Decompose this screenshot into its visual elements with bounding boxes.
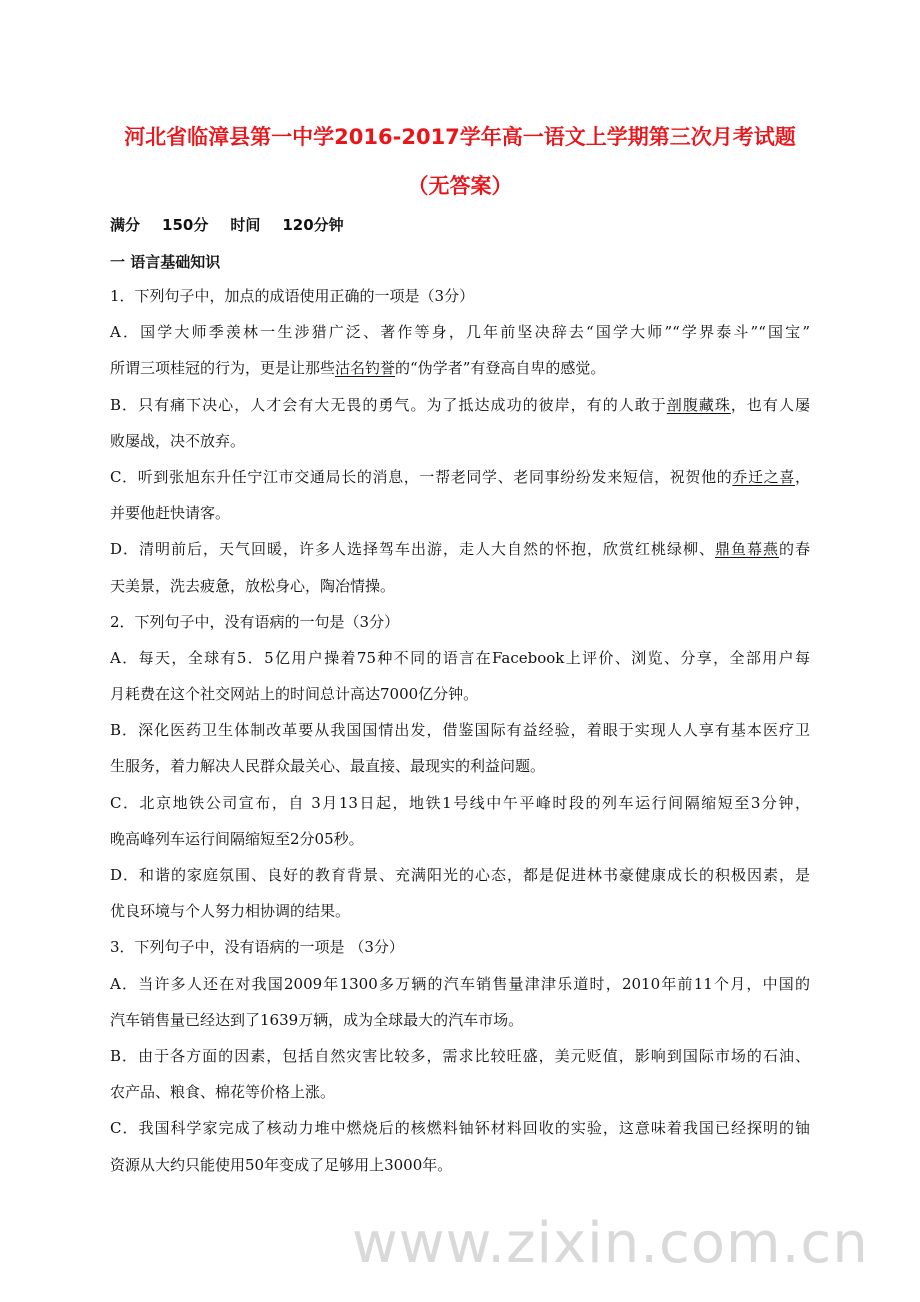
text-line xyxy=(110,466,810,502)
text-segment: ， xyxy=(794,467,810,486)
text-segment: C．我国科学家完成了核动力堆中燃烧后的核燃料铀钚材料回收的实验，这意味着我国已经探明的铀 xyxy=(110,1119,810,1138)
text-segment: 2．下列句子中，没有语病的一句是（3分） xyxy=(110,612,400,631)
text-segment: 所谓三项桂冠的行为，更是让那些 xyxy=(110,359,336,378)
text-line xyxy=(110,1081,810,1117)
text-segment: A．当许多人还在对我国2009年1300多万辆的汽车销售量津津乐道时，2010年前11个月，中国的 xyxy=(110,974,810,993)
text-line xyxy=(110,936,810,972)
text-line xyxy=(110,973,810,1009)
text-line xyxy=(110,647,810,683)
text-segment: A．每天，全球有5．5亿用户操着75种不同的语言在Facebook上评价、浏览、分享，全部用户每 xyxy=(110,648,810,667)
text-segment: D．清明前后，天气回暖，许多人选择驾车出游，走人大自然的怀抱，欣赏红桃绿柳、 xyxy=(110,540,715,559)
text-line xyxy=(110,683,810,719)
text-line xyxy=(110,611,810,647)
text-segment: A．国学大师季羡林一生涉猎广泛、著作等身，几年前坚决辞去“国学大师”“学界泰斗”“国宝” xyxy=(110,323,810,342)
text-segment: C．北京地铁公司宣布，自 3月13日起，地铁1号线中午平峰时段的列车运行间隔缩短至3分钟， xyxy=(110,793,810,812)
section-heading: 一 语言基础知识 xyxy=(110,253,221,271)
full-score-value: 150分 xyxy=(162,216,209,234)
text-segment: D．和谐的家庭氛围、良好的教育背景、充满阳光的心态，都是促进林书豪健康成长的积极因素，是 xyxy=(110,866,810,884)
text-segment: C．听到张旭东升任宁江市交通局长的消息，一帮老同学、老同事纷纷发来短信，祝贺他的 xyxy=(110,467,733,486)
underlined-idiom: 沽名钓誉 xyxy=(335,359,396,378)
text-line xyxy=(110,575,810,611)
text-line xyxy=(110,1045,810,1081)
text-segment: B．由于各方面的因素，包括自然灾害比较多，需求比较旺盛，美元贬值，影响到国际市场的石油、 xyxy=(110,1046,810,1065)
underlined-idiom: 乔迁之喜 xyxy=(732,467,795,486)
text-segment: 农产品、粮食、棉花等价格上涨。 xyxy=(110,1083,336,1102)
text-segment: 的“伪学者”有登高自卑的感觉。 xyxy=(395,359,606,378)
question-body xyxy=(110,285,810,1190)
text-line xyxy=(110,1154,810,1190)
text-segment: 资源从大约只能使用50年变成了足够用上3000年。 xyxy=(110,1155,453,1174)
text-segment: 1．下列句子中，加点的成语使用正确的一项是（3分） xyxy=(110,287,475,305)
text-segment: ，也有人屡 xyxy=(730,395,810,414)
text-segment: 3．下列句子中，没有语病的一项是 （3分） xyxy=(110,938,404,957)
text-line xyxy=(110,285,810,321)
watermark: www.zixin.com.cn xyxy=(352,1211,869,1276)
text-line xyxy=(110,755,810,791)
text-line xyxy=(110,394,810,430)
underlined-idiom: 鼎鱼幕燕 xyxy=(714,540,779,559)
text-line xyxy=(110,828,810,864)
text-segment: 并要他赶快请客。 xyxy=(110,504,231,523)
text-line xyxy=(110,1009,810,1045)
score-time-line xyxy=(110,214,366,235)
text-segment: B．深化医药卫生体制改革要从我国国情出发，借鉴国际有益经验，着眼于实现人人享有基本医疗卫 xyxy=(110,721,810,740)
text-line xyxy=(110,538,810,574)
text-segment: 汽车销售量已经达到了1639万辆，成为全球最大的汽车市场。 xyxy=(110,1010,524,1029)
time-value: 120分钟 xyxy=(282,216,344,234)
time-label: 时间 xyxy=(230,216,261,234)
text-line xyxy=(110,357,810,393)
text-segment: 晚高峰列车运行间隔缩短至2分05秒。 xyxy=(110,829,364,848)
text-segment: 月耗费在这个社交网站上的时间总计高达7000亿分钟。 xyxy=(110,685,479,704)
document-title: 河北省临漳县第一中学2016-2017学年高一语文上学期第三次月考试题 xyxy=(124,125,796,149)
underlined-idiom: 剖腹藏珠 xyxy=(666,395,731,414)
text-segment: 生服务，着力解决人民群众最关心、最直接、最现实的利益问题。 xyxy=(110,757,546,776)
full-score-label: 满分 xyxy=(110,216,141,234)
text-line xyxy=(110,321,810,357)
text-line xyxy=(110,1117,810,1153)
text-line xyxy=(110,864,810,900)
text-line xyxy=(110,792,810,828)
document-subtitle: （无答案） xyxy=(407,174,513,198)
text-line xyxy=(110,900,810,936)
text-line xyxy=(110,430,810,466)
text-segment: 败屡战，决不放弃。 xyxy=(110,431,246,450)
text-segment: B．只有痛下决心，人才会有大无畏的勇气。为了抵达成功的彼岸，有的人敢于 xyxy=(110,395,667,414)
text-segment: 的春 xyxy=(778,540,810,559)
text-line xyxy=(110,719,810,755)
text-line xyxy=(110,502,810,538)
text-segment: 优良环境与个人努力相协调的结果。 xyxy=(110,902,351,921)
text-segment: 天美景，洗去疲惫，放松身心，陶冶情操。 xyxy=(110,576,396,595)
